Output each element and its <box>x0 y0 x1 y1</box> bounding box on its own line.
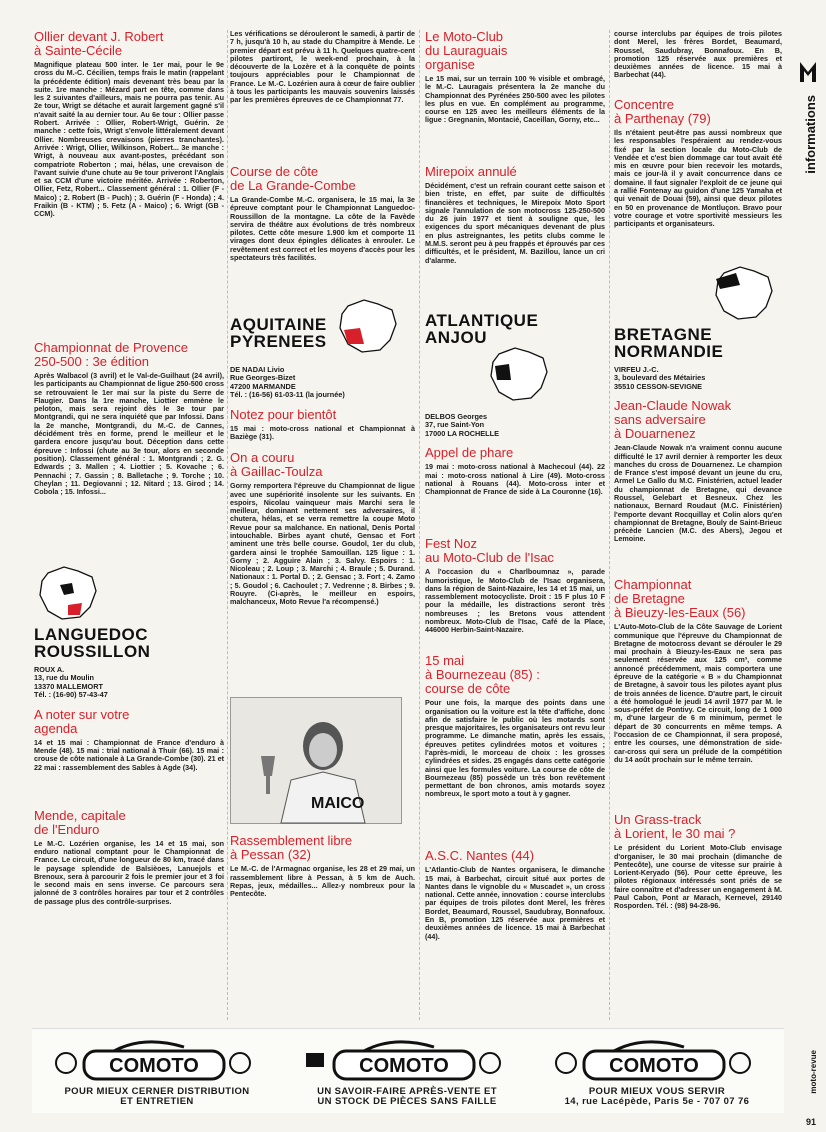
article-body-gaillac: Gorny remportera l'épreuve du Championnat de ligue avec une supériorité insolente sur les suivants. En espoirs, Nicolau vainqueur mais Marchi sera le meilleur, dominant nettement ses adversaires, il chutera, hélas, et se verra remettre la coupe Moto Revue pour sa malchance. En national, Denis Portal intouchable. Birbes ayant chuté, Gensac et Fort aminent une très belle course. Goudol, 1er du club, gardera ainsi le trophée Samouillan. 125 ligue : 1. Gorny ; 2. Agguire Alain ; 3. Salvy. Espoirs : 1. Nicoleau ; 2. Loup ; 3. Marchi ; 4. Braule ; 5. Durand. Nationaux : 1. Portal D. ; 2. Gensac ; 3. Fort ; 4. Zamo ; 5. Goudol ; 6. Cachoulet ; 7. Vedrenne ; 8. Birbes ; 9. Rouyre. (Ci-après, le meilleur en espoirs, malchanceux, Moto Revue l'a récompensé.) <box>230 481 415 607</box>
region-aquitaine <box>230 298 415 360</box>
france-map-bretagne-icon <box>710 265 780 321</box>
article-title-festnoz: Fest Noz au Moto-Club de l'Isac <box>425 536 554 566</box>
region-name-aquitaine: AQUITAINE PYRENEES <box>230 315 327 351</box>
article-title-nantes: A.S.C. Nantes (44) <box>425 848 535 864</box>
article-body-bientot: 15 mai : moto-cross national et Championnat à Baziège (31). <box>230 423 415 441</box>
article-title-gaillac: On a couru à Gaillac-Toulza <box>230 450 323 480</box>
comoto-logo-icon <box>554 1033 754 1085</box>
article-body-nantes-cont: course interclubs par équipes de trois pilotes dont Merel, les frères Bordet, Beaumard, Roussel, Saudubray, Bonnafoux. En B, promotion 125 réservée aux premières et deuxièmes années de licence. 15 mai à Barbechat (44). <box>614 29 782 80</box>
svg-text:COMOTO: COMOTO <box>109 1055 199 1077</box>
article-title-lauraguais: Le Moto-Club du Lauraguais organise <box>425 29 508 72</box>
article-title-mirepoix: Mirepoix annulé <box>425 164 517 179</box>
article-body-grandecombe: La Grande-Combe M.-C. organisera, le 15 mai, la 3e épreuve comptant pour le Championnat Languedoc-Roussillon de la montagne. La côte de la Favède servira de théâtre aux évolutions de très nombreux pilotes. Cette côte mesure 1.900 km et comporte 11 virages dont deux épingles délicates à enrouler. Le revêtement est correct et les moyens d'accès pour les spectateurs très facilités. <box>230 195 415 263</box>
column-1 <box>34 30 224 958</box>
article-title-phare: Appel de phare <box>425 445 514 461</box>
region-bretagne <box>614 265 782 360</box>
advert-comoto-1[interactable] <box>32 1029 282 1113</box>
moto-revue-m-logo-icon <box>798 58 818 84</box>
region-atlantique <box>425 312 605 407</box>
france-map-atlantique-icon <box>485 346 555 402</box>
contact-aquitaine: DE NADAI Livio Rue Georges-Bizet 47200 MARMANDE Tél. : (16-56) 61-03-11 (la journée) <box>230 365 345 400</box>
article-title-bieuzy: Championnat de Bretagne à Bieuzy-les-Eaux (56) <box>614 577 746 621</box>
svg-text:COMOTO: COMOTO <box>609 1055 699 1077</box>
contact-languedoc: ROUX A. 13, rue du Moulin 13370 MALLEMORT Tél. : (16-90) 57-43-47 <box>34 665 108 700</box>
svg-text:COMOTO: COMOTO <box>359 1055 449 1077</box>
region-name-languedoc: LANGUEDOC ROUSSILLON <box>34 625 151 661</box>
comoto-logo-icon <box>54 1033 254 1085</box>
article-body-nowak: Jean-Claude Nowak n'a vraiment connu aucune difficulté le 17 avril dernier à remporter les deux manches du cross de Douarnenez. Le champion de France s'est imposé devant un jeune du cru, Armel Le Gallo du M.C. Finistérien, actuel leader du championnat de Bretagne, qui devance Roussel, Gelebart et Besneux. Chez les nationaux, Bernard Roudaut (M.C. Finistérien) l'emporte devant Rocquillay et Colin alors qu'en championnat de Bretagne, Bouly de Saint-Brieuc précède Lancien (M.C. des Abers), Jegou et Lemoine. <box>614 443 782 544</box>
article-body-grasstrack: Le président du Lorient Moto-Club envisage d'organiser, le 30 mai prochain (dimanche de Pentecôte), une course de vitesse sur prairie à Lorient-Keryado (56). Pour cette épreuve, les pilotes régionaux intéressés sont priés de se faire connaître et d'adresser un engagement à M. Paul Cabon, Pont ar Marach, Kernevel, 29140 Rosporden. Tél. : (98) 94-28-96. <box>614 843 782 911</box>
article-title-parthenay: Concentre à Parthenay (79) <box>614 97 711 126</box>
magazine-name: moto-revue <box>809 1050 818 1094</box>
article-title-grandecombe: Course de côte de La Grande-Combe <box>230 164 356 193</box>
article-body-phare: 19 mai : moto-cross national à Machecoul (44). 22 mai : moto-cross national à Lire (49). Moto-cross national à Rouans (44). Moto-cross inter et Championnat de France de side à La Couronne (16). <box>425 462 605 497</box>
column-divider <box>609 30 611 1020</box>
jersey-text: MAICO <box>311 795 365 813</box>
advert-strip <box>32 1028 784 1113</box>
column-2 <box>230 30 415 908</box>
article-title-grasstrack: Un Grass-track à Lorient, le 30 mai ? <box>614 812 736 842</box>
france-map-languedoc-icon <box>34 565 104 621</box>
article-body-lauraguais: Le 15 mai, sur un terrain 100 % visible et ombragé, le M.-C. Lauragais présentera la 2e manche du Championnat des Pyrénées 250-500 avec les pilotes les plus en vue. En complément au programme, course en 125 avec les meilleurs éléments de la ligue : Gregnanin, Montacié, Caceillan, Gorny, etc... <box>425 74 605 125</box>
article-title-mende: Mende, capitale de l'Enduro <box>34 807 126 837</box>
article-title-pessan: Rassemblement libre à Pessan (32) <box>230 833 353 863</box>
article-body-mende: Le M.-C. Lozérien organise, les 14 et 15 mai, son enduro national comptant pour le Championnat de France. Le circuit, d'une longueur de 80 km, tracé dans le paysage splendide de Balsièoes, Lanuejols et Brenoux, sera à parcourir 2 fois le premier jour et 3 foi le second mais en sens inverse. Ce parcours sera jalonné de 3 contrôles horaires par tour et 2 contrôles de passage plus des contrôle-surprises. <box>34 838 224 906</box>
article-body-noter: 14 et 15 mai : Championnat de France d'enduro à Mende (48). 15 mai : trial national à Thuir (66). 15 mai : crouse de côte nationale à La Grande-Combe (30). 21 et 22 mai : rassemblement des Sables à Agde (34). <box>34 737 224 772</box>
article-title-nowak: Jean-Claude Nowak sans adversaire à Douarnenez <box>614 398 732 442</box>
article-body-parthenay: Ils n'étaient peut-être pas aussi nombreux que les responsables l'espéraient au rendez-vous fixé par la section locale du Moto-Club de Vendée et c'est bien dommage car tout avait été mis en œuvre pour bien recevoir les motards, mais ce jour-là il y avait concurrence dans ce domaine. Il faut signaler l'exploit de ce jeune qui a rallié Fontenay au guidon d'une 125 Yamaha et qui venait de Douai (59), ainsi que deux pilotes en 50 en provenance de Montluçon. Bravo pour votre courage et votre sportivité messieurs les participants et organisateurs. <box>614 128 782 229</box>
article-body-festnoz: A l'occasion du « Charlboumnaz », parade humoristique, le Moto-Club de l'Isac organisera, dans la région de Saint-Nazaire, les 14 et 15 mai, un rassemblement motocycliste. Droit : 15 F plus 10 F pour la médaille, les distractions seront très nombreuses ; les Bretons vous attendent nombreux. Moto-Club de l'Isac, Café de la Place, 446000 Herbin-Saint-Nazaire. <box>425 567 605 635</box>
article-title-ollier: Ollier devant J. Robert à Sainte-Cécile <box>34 29 164 58</box>
rider-with-trophy-image <box>231 698 401 823</box>
article-body-mirepoix: Décidément, c'est un refrain courant cette saison et bien triste, en effet, par suite de difficultés financières et techniques, le Mirepoix Moto Sport signale l'annulation de son motocross 125-250-500 du 26 juin 1977 et tient à souligne que, les exigences du sport mécaniques devenant de plus en plus astreignantes, les petits clubs comme le M.M.S. seront peu à peu frappés et éprouvés par ces difficultés, et le président, M. Bazillou, lance un cri d'alarme. <box>425 181 605 265</box>
article-body-provence: Après Walbacol (3 avril) et le Val-de-Guilhaut (24 avril), les participants au Championnat de ligue 250-500 cross se retrouvaient le 1er mai sur la piste du Serre de Flaugier. Dans la 1re manche, Liottier emmène le peloton, mais sera rejoint dès le 3e tour par Montgrandi, qui ne sera inquiété que par Infossi. Dans la 2e manche, Montgrandi, du M.-C. de Cannes, décidément très en forme, prend le meilleur et le gardera encore jusqu'au bout. Déception dans cette épreuve : Infossi (chute au 3e tour, alors en seconde position). Classement général : 1. Montgrandi ; 2. G. Edwards ; 3. Mallen ; 4. Liottier ; 5. Kovache ; 6. Pennachi ; 7. Gassin ; 8. Balletache ; 9. Torche ; 10. Cheylan ; 11. Degiovanni ; 12. Nitard ; 13. Girod ; 14. Cobola ; 15. Infossi... <box>34 371 224 497</box>
article-title-noter: A noter sur votre agenda <box>34 706 130 736</box>
column-3 <box>425 29 605 941</box>
article-title-bientot: Notez pour bientôt <box>230 406 337 422</box>
advert-comoto-3[interactable] <box>532 1029 782 1113</box>
article-body-nantes: L'Atlantic-Club de Nantes organisera, le dimanche 15 mai, à Barbechat, circuit situé aux portes de Nantes dans le vignoble du « Muscadet », un cross national. Cette année, innovation : course interclubs par équipes de trois pilotes dont Merel, les frères Bordet, Beaumard, Roussel, Saudubray, Bonnafoux. En B, promotion 125 réservée aux premières et deuxièmes années de licence. 15 mai à Barbechat (44). <box>425 865 605 941</box>
article-title-provence: Championnat de Provence 250-500 : 3e édition <box>34 340 188 369</box>
article-title-bournezeau: 15 mai à Bournezeau (85) : course de côte <box>425 653 540 697</box>
contact-bretagne: VIRFEU J.-C. 3, boulevard des Métairies 35510 CESSON-SEVIGNE <box>614 365 706 391</box>
advert-tagline: POUR MIEUX CERNER DISTRIBUTION ET ENTRETIEN <box>64 1086 250 1107</box>
france-map-aquitaine-icon <box>334 298 404 354</box>
comoto-logo-icon <box>304 1033 504 1085</box>
article-body-bournezeau: Pour une fois, la marque des points dans une organisation ou la voiture est la tête d'affiche, donc afin de satisfaire le public où les motards sont presque majoritaires, les organisateurs ont revu leur programme. Le dimanche matin, après les essais, épreuves petites cylindrées motos et voitures ; l'après-midi, le morceau de choix : les grosses cylindrées et sides. 25 engagés dans cette catégorie ainsi que les formules voiture. La course de côte de Bournezeau (85) possède un très bon revêtement permettant de bon chronos, amis motards soyez nombreux, le sport moto a tout à y gagner. <box>425 698 605 799</box>
page-number: 91 <box>805 1117 816 1127</box>
column-divider <box>419 30 421 1020</box>
section-label: informations <box>803 95 818 174</box>
article-body-verifs: Les vérifications se dérouleront le samedi, à partir de 7 h, jusqu'à 10 h, au stade du Champitre à Mende. Le premier départ est prévu à 11 h. Quelques quatre-cent pilotes partiront, le week-end prochain, à la découverte de la Lozère et à la conquête de points toujours appréciables pour le Championnat de France. Le M.-C. Lozérien aura à cœur de faire oublier à tous les participants les mauvais souvenirs laissés par les premières épreuves de ce Championnat 77. <box>230 29 415 105</box>
region-name-bretagne: BRETAGNE NORMANDIE <box>614 325 724 361</box>
region-name-atlantique: ATLANTIQUE ANJOU <box>425 311 539 347</box>
contact-atlantique: DELBOS Georges 37, rue Saint-Yon 17000 LA ROCHELLE <box>425 412 499 438</box>
article-body-bieuzy: L'Auto-Moto-Club de la Côte Sauvage de Lorient communique que l'épreuve du Championnat de Bretagne de motocross devant se dérouler le 29 mai prochain à Bieuzy-les-Eaux ne sera pas seulement réservée aux 125 cm³, comme annoncé précédemment, mais comportera une épreuve de la catégorie « B » du Championnat de Bretagne, à savoir tous les pilotes ayant plus de trois années de licence. D'autre part, le circuit a été homologué le jeudi 14 avril 1977 par M. le sous-préfet de Pontivy. Ce circuit, long de 1 000 m, d'une largeur de 6 m minimum, permet le départ de 30 concurrents en même temps. A l'occasion de ce Championnat, il sera proposé, entre les courses, une démonstration de side-car-cross qui sera un prélude de la compétition du 14 août prochain sur le même terrain. <box>614 622 782 764</box>
rider-photo <box>230 697 402 824</box>
column-4 <box>614 30 782 934</box>
region-languedoc <box>34 565 224 660</box>
advert-comoto-2[interactable] <box>282 1029 532 1113</box>
advert-tagline: POUR MIEUX VOUS SERVIR 14, rue Lacépède, Paris 5e - 707 07 76 <box>564 1086 750 1107</box>
article-body-ollier: Magnifique plateau 500 inter. le 1er mai, pour le 9e cross du M.-C. Cécilien, temps frais le matin (rappelant la précédente édition) mais devenant très beau par la suite. 1re manche : Mézard part en tête, comme dans les 2 suivantes d'ailleurs, mais ne pourra pas tenir. Au 2e tour, Wrigt se détache et aurait largement gagné s'il n'avait saité la au dernier tour. Au 6e tour : Ollier passe Robert. Arrivée : Ollier, Robert-Wrigt, Guérin. 2e manche : cette fois, Wrigt s'envole littéralement devant Ollier. Nombreuses crevaisons (pierres tranchantes). Arrivée : Wrigt, Ollier, Wilkinson, Robert... 3e manche : Wrigt, à nouveau aux avant-postes, précédant son compatriote Roberton ; mai, hélas, une crevaison de l'avant suivie d'une chute au 9e tour priveront l'Anglais et sa CCM d'une victoire méritée. Arrivée : Roberton, Ollier, Fetz, Robert... Classement général : 1. Ollier (F - Maico) ; 2. Robert (B - Puch) ; 3. Guérin (F - Honda) ; 4. Fraikin (B - KTM) ; 5. Fetz (A - Maico) ; 6. Wrigt (GB - CCM). <box>34 60 224 219</box>
column-divider <box>227 30 229 1020</box>
advert-tagline: UN SAVOIR-FAIRE APRÈS-VENTE ET UN STOCK DE PIÈCES SANS FAILLE <box>317 1086 497 1107</box>
article-body-pessan: Le M.-C. de l'Armagnac organise, les 28 et 29 mai, un rassemblement libre à Pessan, à 5 km de Auch. Repas, jeux, médailles... Allez-y nombreux pour la Pentecôte. <box>230 864 415 899</box>
